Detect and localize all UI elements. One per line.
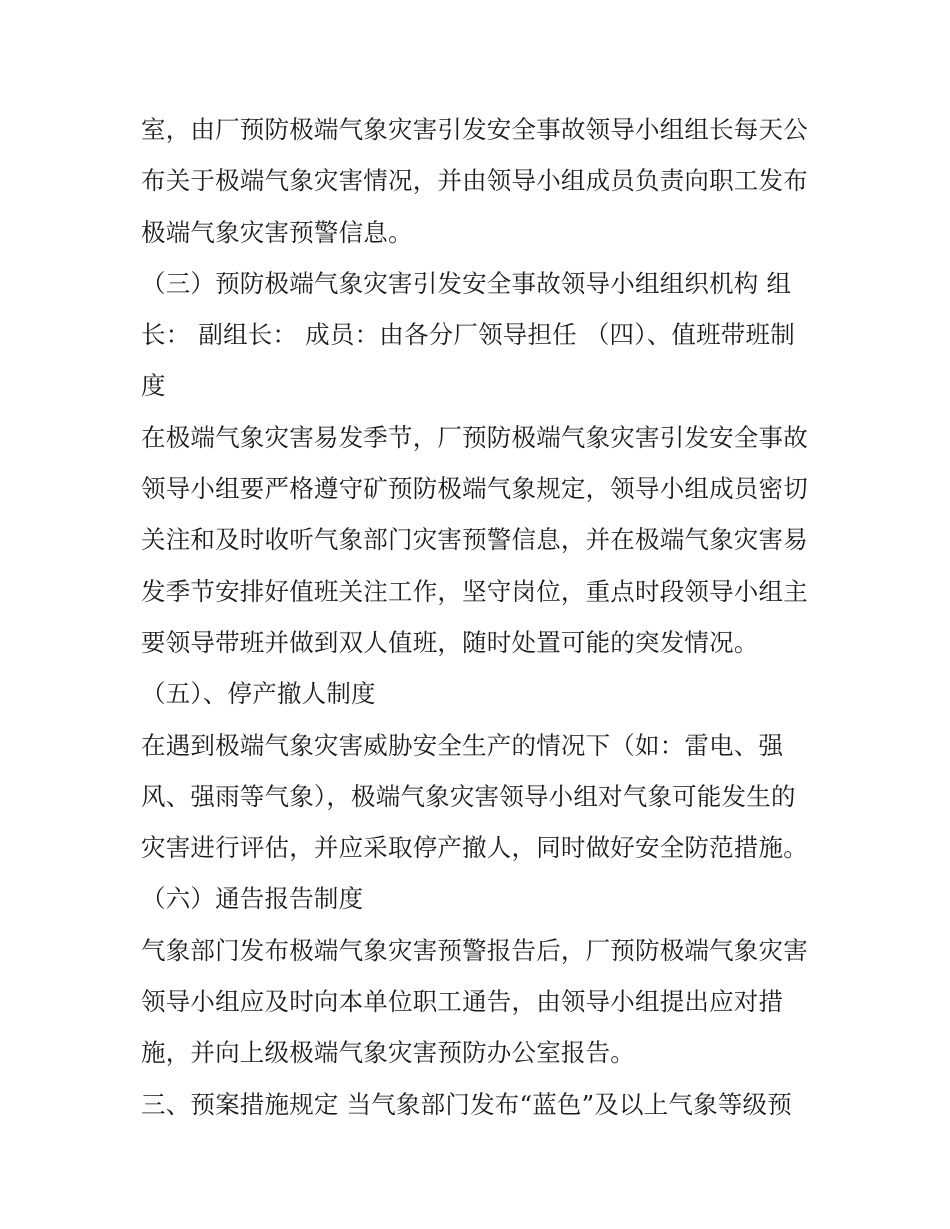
text-line: 发季节安排好值班关注工作，坚守岗位，重点时段领导小组主 [141, 576, 808, 606]
text-line: 在极端气象灾害易发季节，厂预防极端气象灾害引发安全事故 [141, 422, 808, 452]
text-line: 要领导带班并做到双人值班，随时处置可能的突发情况。 [141, 627, 759, 657]
text-line: 室，由厂预防极端气象灾害引发安全事故领导小组组长每天公 [141, 115, 808, 144]
text-line: 长： 副组长： 成员：由各分厂领导担任 （四）、值班带班制 [141, 320, 795, 350]
document-body [141, 104, 813, 1130]
text-line: 领导小组应及时向本单位职工通告，由领导小组提出应对措 [141, 987, 784, 1017]
text-line: 施，并向上级极端气象灾害预防办公室报告。 [141, 1038, 635, 1068]
text-line: 关注和及时收听气象部门灾害预警信息，并在极端气象灾害易 [141, 525, 808, 555]
section-heading-three: 三、预案措施规定 当气象部门发布“蓝色”及以上气象等级预 [141, 1089, 792, 1119]
text-line: 气象部门发布极端气象灾害预警报告后，厂预防极端气象灾害 [141, 935, 808, 965]
text-line: 领导小组要严格遵守矿预防极端气象规定，领导小组成员密切 [141, 474, 808, 504]
section-heading-3: （三）预防极端气象灾害引发安全事故领导小组组织机构 组 [141, 268, 792, 298]
text-line: 风、强雨等气象），极端气象灾害领导小组对气象可能发生的 [141, 781, 796, 811]
text-line: 布关于极端气象灾害情况，并由领导小组成员负责向职工发布 [141, 166, 808, 196]
text-line: 在遇到极端气象灾害威胁安全生产的情况下（如：雷电、强 [141, 730, 784, 760]
text-line: 极端气象灾害预警信息。 [141, 217, 413, 247]
text-line: 灾害进行评估，并应采取停产撤人，同时做好安全防范措施。 [141, 833, 808, 863]
section-heading-6: （六）通告报告制度 [141, 884, 364, 914]
section-heading-5: （五）、停产撤人制度 [141, 679, 376, 709]
text-line: 度 [141, 371, 166, 401]
